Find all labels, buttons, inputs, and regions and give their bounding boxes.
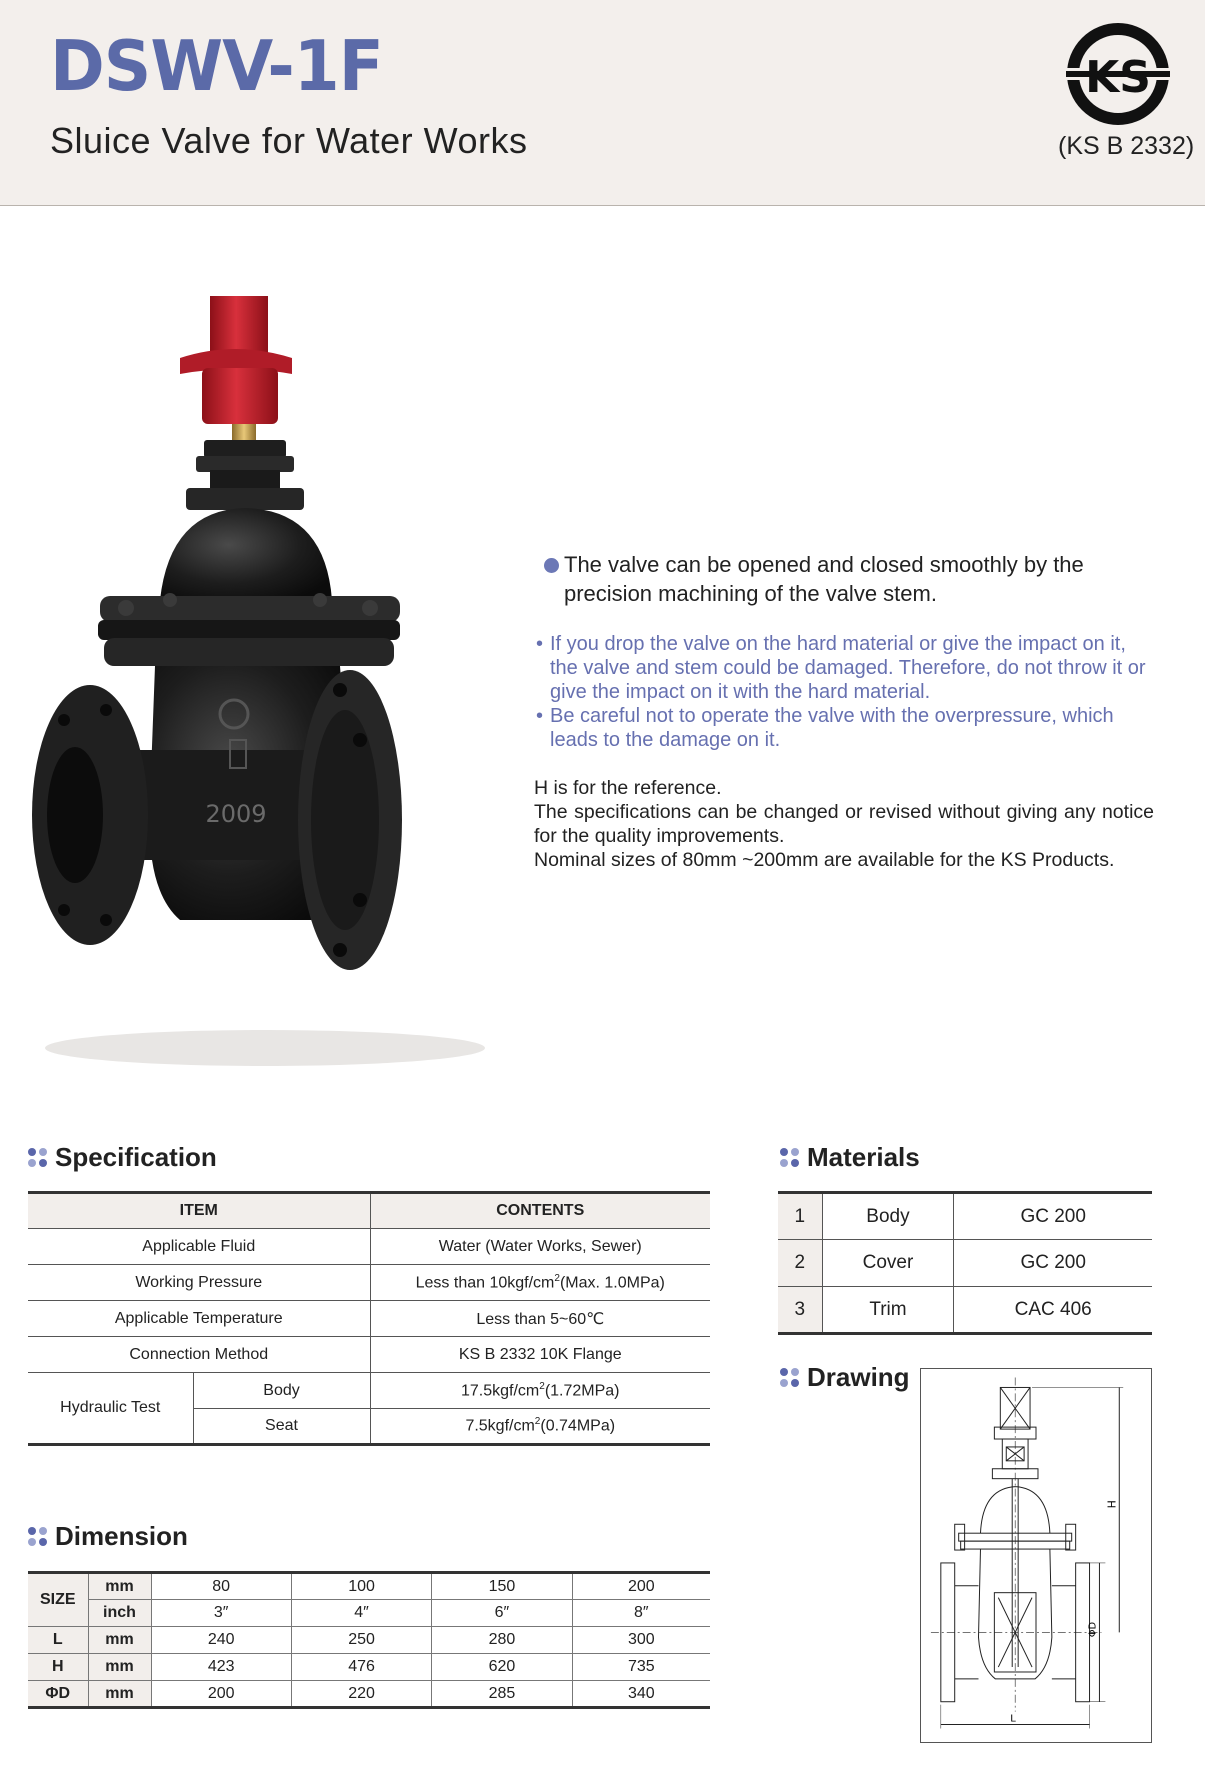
dim-value: 423	[151, 1654, 291, 1681]
notes	[534, 776, 1154, 872]
drawing-label-h: H	[1105, 1500, 1119, 1509]
product-photo	[20, 240, 500, 1090]
drawing-label-l: L	[1010, 1713, 1016, 1725]
dimension-title: Dimension	[28, 1521, 188, 1552]
feature-text: The valve can be opened and closed smoothly by the precision machining of the valve stem.	[534, 550, 1154, 608]
drawing-title: Drawing	[780, 1362, 910, 1393]
table-row	[28, 1373, 710, 1409]
handwheel-cap	[210, 296, 268, 356]
spec-value: Less than 5~60℃	[370, 1301, 710, 1337]
dim-value: 300	[572, 1627, 710, 1654]
caution-list	[534, 632, 1154, 752]
material-part: Body	[822, 1193, 954, 1240]
materials-title: Materials	[780, 1142, 920, 1173]
dim-value: 220	[291, 1681, 431, 1708]
table-row	[28, 1337, 710, 1373]
spec-subitem: Body	[193, 1373, 370, 1409]
ks-certification-logo	[1066, 22, 1170, 126]
dim-value: 200	[151, 1681, 291, 1708]
column-header-contents: CONTENTS	[370, 1193, 710, 1229]
dim-unit: mm	[88, 1573, 151, 1600]
material-number: 3	[778, 1287, 822, 1334]
material-spec: GC 200	[954, 1193, 1152, 1240]
dim-value: 200	[572, 1573, 710, 1600]
note-line: The specifications can be changed or revised without giving any notice for the quality improvements.	[534, 801, 1154, 847]
spec-item: Applicable Temperature	[28, 1301, 370, 1337]
dim-unit: mm	[88, 1654, 151, 1681]
caution-item: • If you drop the valve on the hard material or give the impact on it, the valve and stem could be damaged. Therefore, do not throw it or give the impact on it with the hard material.	[536, 633, 1146, 703]
dim-label: ΦD	[28, 1681, 88, 1708]
table-row	[28, 1600, 710, 1627]
table-header-row	[28, 1193, 710, 1229]
spec-subitem: Seat	[193, 1409, 370, 1445]
page-header	[0, 0, 1205, 206]
dim-value: 6″	[432, 1600, 572, 1627]
brass-stem	[232, 424, 256, 442]
material-spec: CAC 406	[954, 1287, 1152, 1334]
table-row	[28, 1627, 710, 1654]
spec-value: Water (Water Works, Sewer)	[370, 1229, 710, 1265]
material-spec: GC 200	[954, 1240, 1152, 1287]
table-row	[28, 1573, 710, 1600]
table-row	[778, 1287, 1152, 1334]
dim-value: 735	[572, 1654, 710, 1681]
dim-unit: mm	[88, 1681, 151, 1708]
dim-value: 340	[572, 1681, 710, 1708]
caution-item: • Be careful not to operate the valve with the overpressure, which leads to the damage on it.	[536, 705, 1114, 751]
product-subtitle: Sluice Valve for Water Works	[50, 120, 528, 161]
drawing-label-d: ΦD	[1087, 1621, 1099, 1638]
cast-year: 2009	[205, 800, 267, 828]
dim-value: 4″	[291, 1600, 431, 1627]
model-name: DSWV-1F	[50, 26, 383, 107]
spec-item: Hydraulic Test	[60, 1399, 161, 1416]
specification-table	[28, 1191, 710, 1446]
dim-value: 100	[291, 1573, 431, 1600]
dim-value: 476	[291, 1654, 431, 1681]
dim-value: 80	[151, 1573, 291, 1600]
section-dots-icon	[780, 1368, 799, 1387]
material-number: 2	[778, 1240, 822, 1287]
dimension-table	[28, 1571, 710, 1709]
note-line: H is for the reference.	[534, 777, 722, 799]
dim-value: 3″	[151, 1600, 291, 1627]
ks-standard-code: (KS B 2332)	[1058, 132, 1195, 160]
table-row	[28, 1229, 710, 1265]
dim-label: L	[28, 1627, 88, 1654]
material-part: Cover	[822, 1240, 954, 1287]
dim-value: 240	[151, 1627, 291, 1654]
spec-value: KS B 2332 10K Flange	[370, 1337, 710, 1373]
dim-unit: mm	[88, 1627, 151, 1654]
dim-value: 150	[432, 1573, 572, 1600]
bullet-dot-icon	[544, 558, 559, 573]
dim-label: H	[28, 1654, 88, 1681]
spec-value: $17.5kgf/cm^2(1.72MPa)$	[370, 1373, 710, 1409]
table-row	[28, 1681, 710, 1708]
table-row	[28, 1654, 710, 1681]
valve-bonnet	[160, 508, 332, 600]
material-part: Trim	[822, 1287, 954, 1334]
dim-value: 8″	[572, 1600, 710, 1627]
ks-logo-text: KS	[1085, 52, 1151, 103]
section-dots-icon	[28, 1148, 47, 1167]
material-number: 1	[778, 1193, 822, 1240]
dim-value: 280	[432, 1627, 572, 1654]
table-row	[28, 1301, 710, 1337]
dim-value: 250	[291, 1627, 431, 1654]
technical-drawing	[920, 1368, 1152, 1743]
description-block	[534, 550, 1154, 872]
dim-unit: inch	[88, 1600, 151, 1627]
table-row	[778, 1240, 1152, 1287]
table-row	[28, 1265, 710, 1301]
column-header-item: ITEM	[28, 1193, 370, 1229]
spec-value: Less than $10kgf/cm^2(Max$. 1.0MPa)	[370, 1265, 710, 1301]
spec-value: $7.5kgf/cm^2(0.74MPa)$	[370, 1409, 710, 1445]
table-row	[778, 1193, 1152, 1240]
materials-table	[778, 1191, 1152, 1335]
specification-title: Specification	[28, 1142, 217, 1173]
section-dots-icon	[28, 1527, 47, 1546]
spec-item: Applicable Fluid	[28, 1229, 370, 1265]
note-line: Nominal sizes of 80mm ~200mm are available for the KS Products.	[534, 849, 1115, 871]
dim-label: SIZE	[28, 1573, 88, 1627]
dim-value: 285	[432, 1681, 572, 1708]
spec-item: Connection Method	[28, 1337, 370, 1373]
dim-value: 620	[432, 1654, 572, 1681]
spec-item: Working Pressure	[28, 1265, 370, 1301]
section-dots-icon	[780, 1148, 799, 1167]
